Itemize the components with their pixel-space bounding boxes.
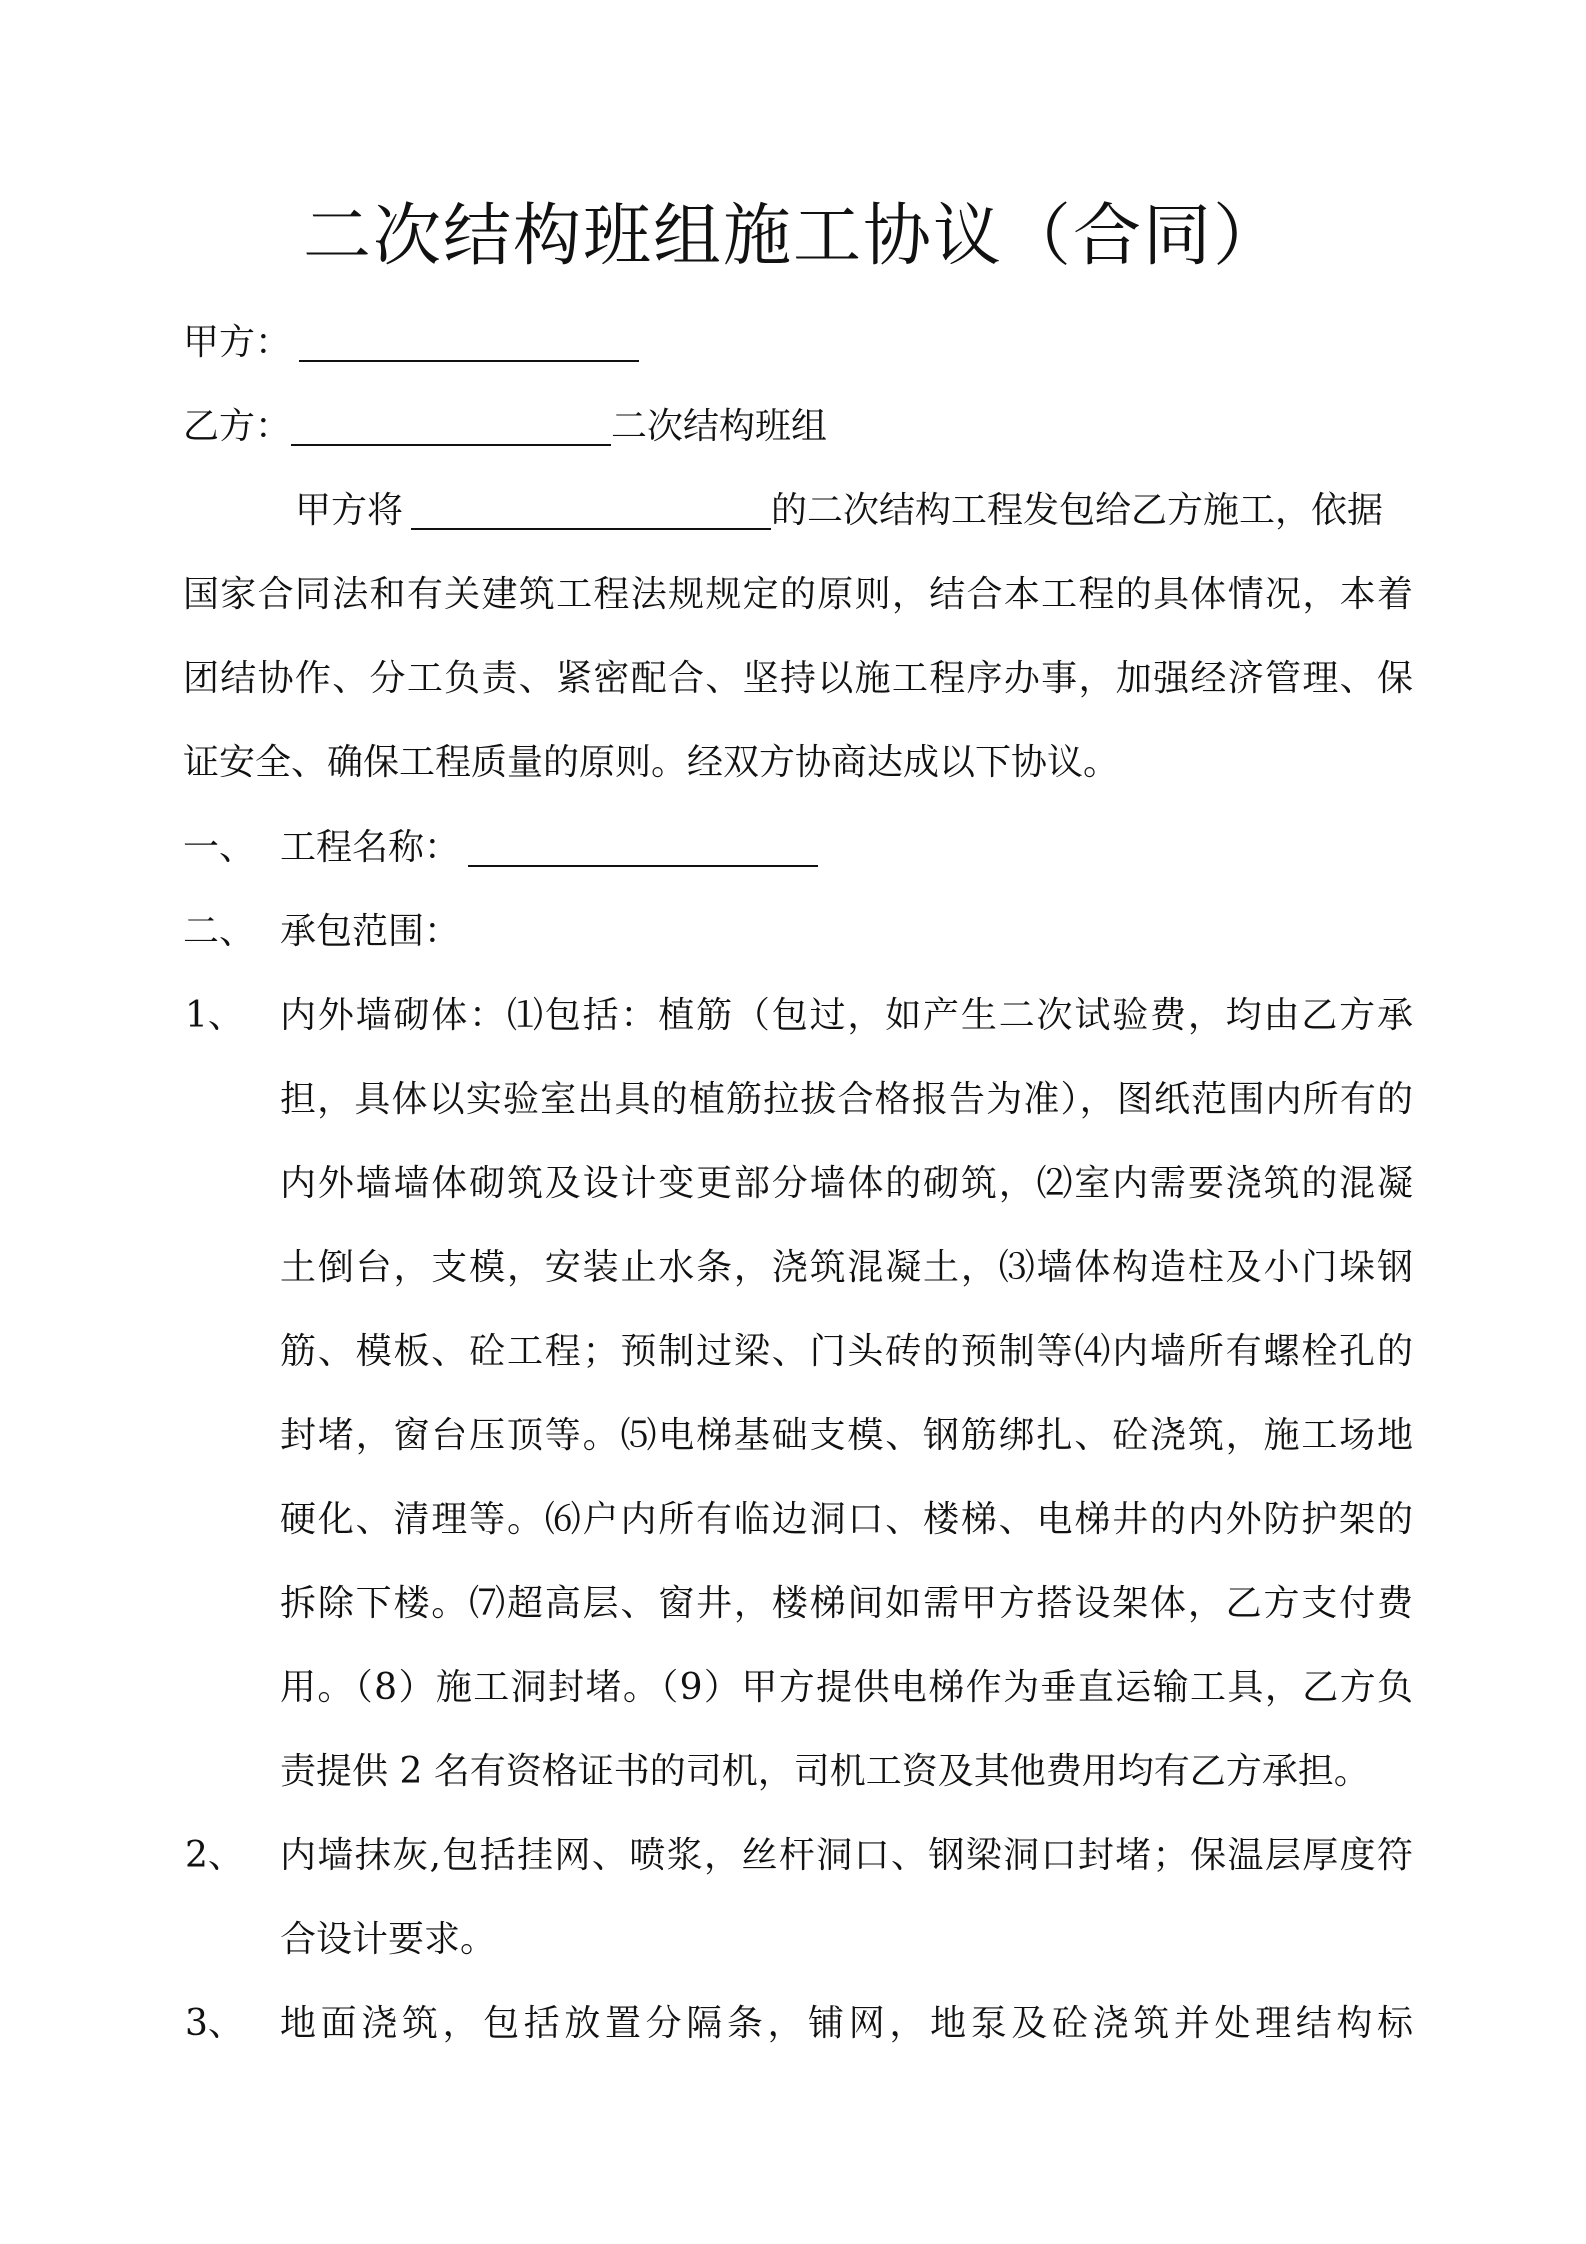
item-line: 内外墙墙体砌筑及设计变更部分墙体的砌筑，⑵室内需要浇筑的混凝: [280, 1163, 1413, 1204]
item-line: 硬化、清理等。⑹户内所有临边洞口、楼梯、电梯井的内外防护架的: [280, 1499, 1413, 1540]
item-line: 土倒台，支模，安装止水条，浇筑混凝土，⑶墙体构造柱及小门垛钢: [280, 1247, 1413, 1288]
party-b-label: 乙方：: [183, 406, 292, 447]
intro-first-line: [295, 486, 1383, 536]
item-line: 拆除下楼。⑺超高层、窗井，楼梯间如需甲方搭设架体，乙方支付费: [280, 1583, 1413, 1624]
party-a-label: 甲方：: [183, 322, 292, 363]
project-name-line: [280, 823, 818, 873]
item-line: 责提供 2 名有资格证书的司机，司机工资及其他费用均有乙方承担。: [280, 1751, 1370, 1792]
party-b-suffix: 二次结构班组: [611, 406, 828, 447]
project-location-blank[interactable]: [411, 490, 771, 530]
party-a-blank[interactable]: [299, 322, 639, 362]
intro-line: 的二次结构工程发包给乙方施工，依据: [771, 490, 1384, 531]
item-line: 担，具体以实验室出具的植筋拉拔合格报告为准），图纸范围内所有的: [280, 1079, 1413, 1120]
scope-heading: 承包范围：: [280, 911, 461, 952]
item-line: 封堵，窗台压顶等。⑸电梯基础支模、钢筋绑扎、砼浇筑，施工场地: [280, 1415, 1413, 1456]
page-title: 二次结构班组施工协议（合同）: [302, 197, 1283, 276]
item-number: 1、: [185, 995, 244, 1036]
intro-line: 国家合同法和有关建筑工程法规规定的原则，结合本工程的具体情况，本着: [183, 574, 1413, 615]
item-line: 内墙抹灰,包括挂网、喷浆，丝杆洞口、钢梁洞口封堵；保温层厚度符: [280, 1835, 1413, 1876]
item-line: 内外墙砌体：⑴包括：植筋（包过，如产生二次试验费，均由乙方承: [280, 995, 1413, 1036]
intro-line: 证安全、确保工程质量的原则。经双方协商达成以下协议。: [183, 742, 1120, 783]
intro-line: 团结协作、分工负责、紧密配合、坚持以施工程序办事，加强经济管理、保: [183, 658, 1413, 699]
item-line: 筋、模板、砼工程；预制过梁、门头砖的预制等⑷内墙所有螺栓孔的: [280, 1331, 1413, 1372]
item-line: 合设计要求。: [280, 1919, 497, 1960]
project-name-label: 工程名称：: [280, 827, 461, 868]
section-number: 二、: [183, 911, 256, 952]
section-number: 一、: [183, 827, 256, 868]
item-line: 用。（8）施工洞封堵。（9）甲方提供电梯作为垂直运输工具，乙方负: [280, 1667, 1413, 1708]
item-line: 地面浇筑，包括放置分隔条，铺网，地泵及砼浇筑并处理结构标: [280, 2003, 1413, 2044]
item-number: 2、: [185, 1835, 244, 1876]
party-b-line: [183, 402, 827, 452]
party-a-line: [183, 318, 639, 368]
project-name-blank[interactable]: [468, 827, 818, 867]
intro-prefix: 甲方将: [295, 490, 404, 531]
party-b-blank[interactable]: [291, 406, 611, 446]
item-number: 3、: [185, 2003, 244, 2044]
